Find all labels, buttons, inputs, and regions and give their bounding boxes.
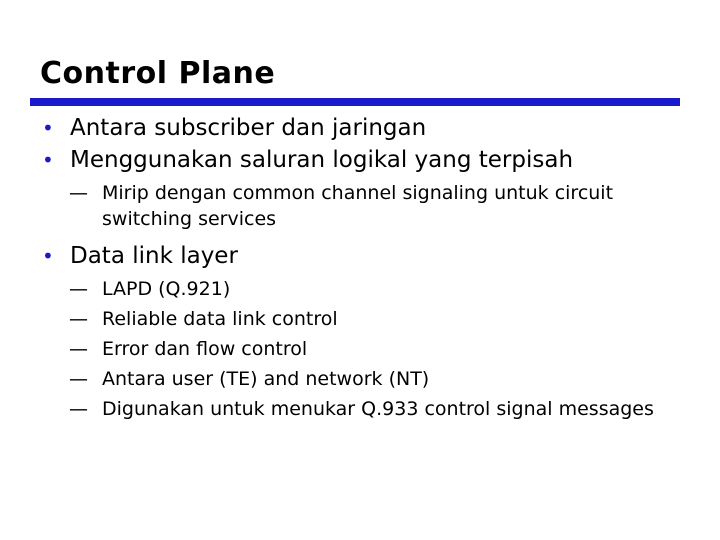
em-dash-icon: — — [69, 308, 88, 330]
sub-bullet-item — [40, 336, 700, 362]
slide-title: Control Plane — [40, 56, 276, 91]
sub-bullet-item — [40, 396, 700, 422]
bullet-text: Menggunakan saluran logikal yang terpisah — [70, 147, 574, 173]
bullet-dot-icon: • — [42, 116, 54, 140]
bullet-item — [40, 144, 700, 176]
em-dash-icon: — — [69, 338, 88, 360]
em-dash-icon: — — [69, 182, 88, 204]
bullet-dot-icon: • — [42, 244, 54, 268]
em-dash-icon: — — [69, 368, 88, 390]
sub-bullet-text: Antara user (TE) and network (NT) — [102, 368, 430, 390]
sub-bullet-item — [40, 276, 700, 302]
sub-bullet-text: Digunakan untuk menukar Q.933 control signal messages — [102, 398, 654, 420]
title-divider — [30, 98, 680, 106]
em-dash-icon: — — [69, 278, 88, 300]
bullet-text: Antara subscriber dan jaringan — [70, 115, 427, 141]
sub-bullet-text: Mirip dengan common channel signaling untuk circuit switching services — [102, 182, 614, 230]
sub-bullet-item — [40, 306, 700, 332]
em-dash-icon: — — [69, 398, 88, 420]
bullet-dot-icon: • — [42, 148, 54, 172]
slide-content — [40, 112, 700, 422]
sub-bullet-text: Reliable data link control — [102, 308, 338, 330]
sub-bullet-item — [40, 366, 700, 392]
sub-bullet-item — [40, 180, 700, 232]
bullet-item — [40, 112, 700, 144]
sub-bullet-text: LAPD (Q.921) — [102, 278, 231, 300]
bullet-text: Data link layer — [70, 243, 238, 269]
bullet-item — [40, 240, 700, 272]
sub-bullet-text: Error dan flow control — [102, 338, 308, 360]
